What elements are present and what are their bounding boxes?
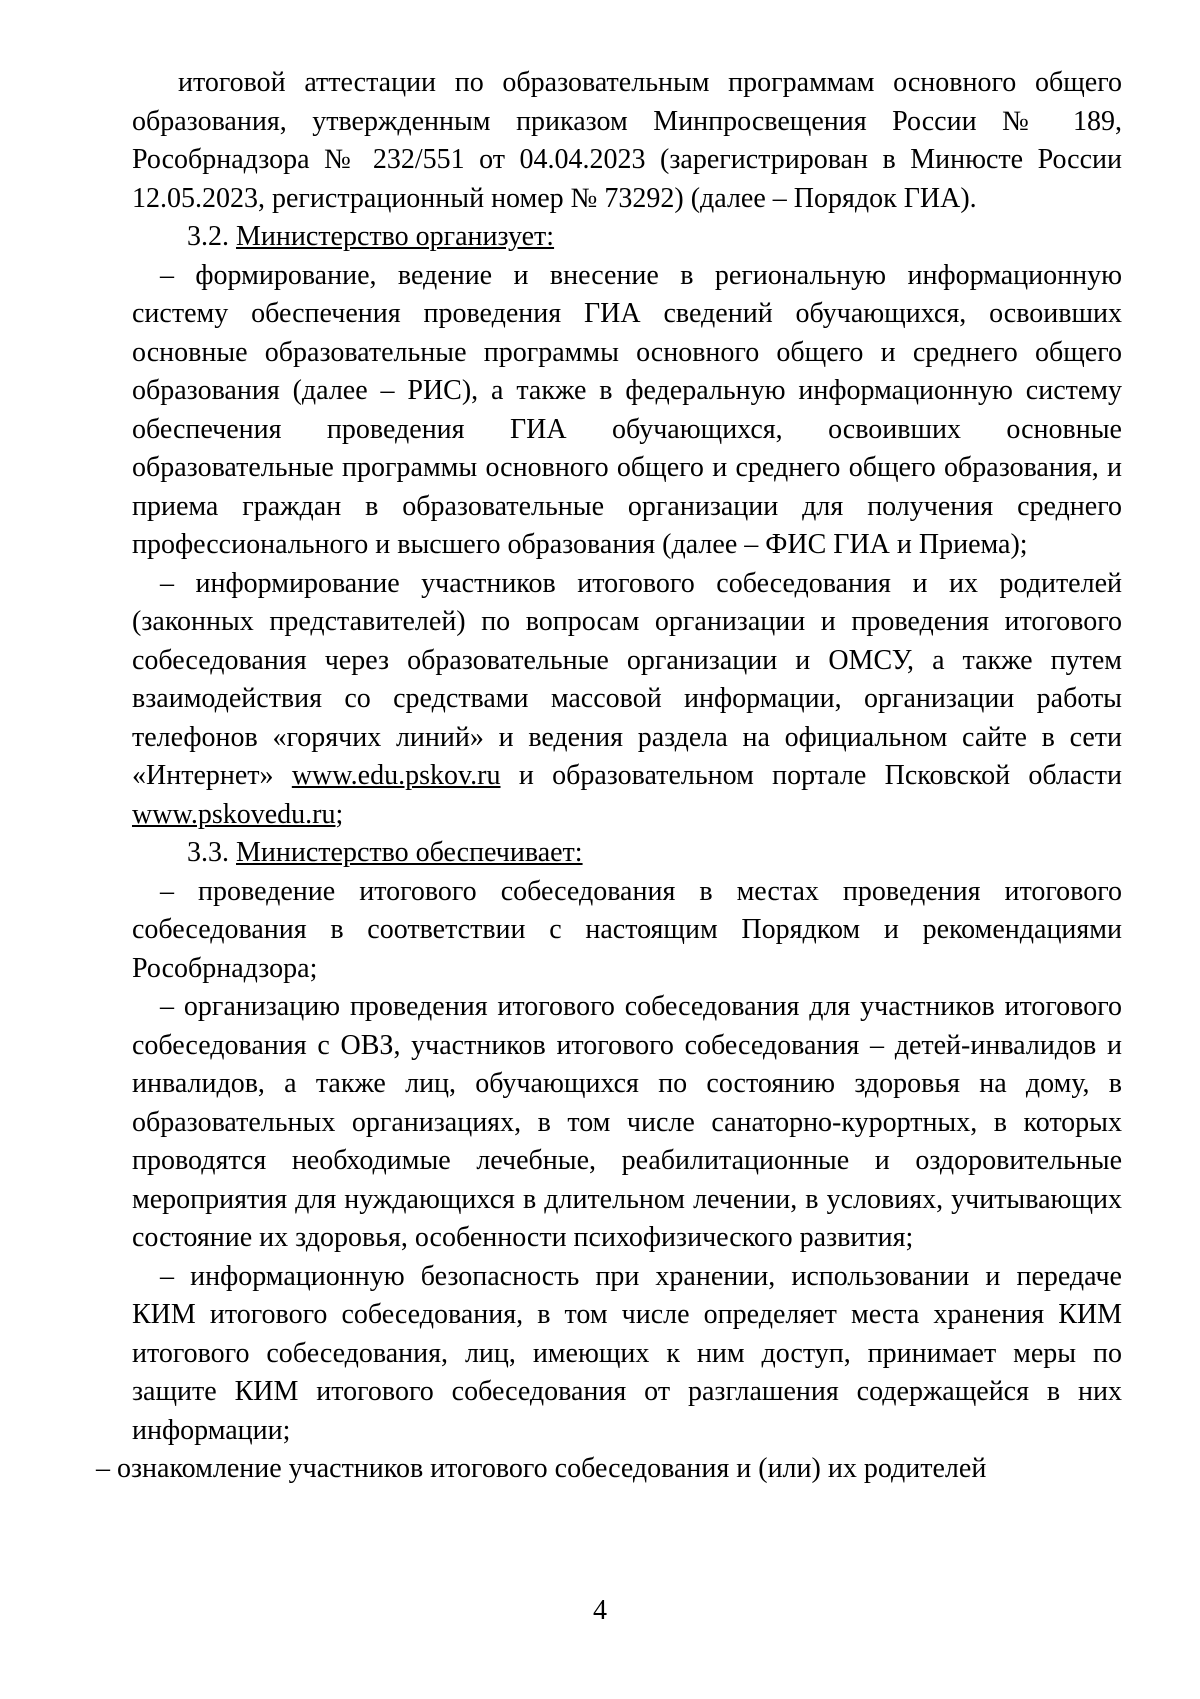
list-item: – формирование, ведение и внесение в региональную информационную систему обеспечения проведения ГИА сведений обучающихся, освоивших основные образовательные программы основного общего и среднего общего образования (далее – РИС), а также в федеральную информационную систему обеспечения проведения ГИА обучающихся, освоивших основные образовательные программы основного общего и среднего общего образования, и приема граждан в образовательные организации для получения среднего профессионального и высшего образования (далее – ФИС ГИА и Приема); bbox=[132, 259, 1122, 560]
pskovedu-link[interactable]: www.pskovedu.ru bbox=[132, 798, 336, 830]
list-item: – ознакомление участников итогового собеседования и (или) их родителей bbox=[96, 1453, 987, 1484]
section-number: 3.2. bbox=[187, 221, 229, 252]
section-title: Министерство организует: bbox=[236, 221, 555, 252]
edu-pskov-link[interactable]: www.edu.pskov.ru bbox=[291, 760, 501, 791]
section-title: Министерство обеспечивает: bbox=[236, 837, 583, 868]
list-item-punctuation: ; bbox=[335, 798, 344, 830]
section-3-3-heading bbox=[132, 834, 1122, 873]
list-item bbox=[132, 565, 1122, 835]
list-item: – информационную безопасность при хранении, использовании и передаче КИМ итогового собеседования, в том числе определяет места хранения КИМ итогового собеседования, лиц, имеющих к ним доступ, принимает меры по защите КИМ итогового собеседования от разглашения содержащейся в них информации; bbox=[132, 1260, 1122, 1446]
list-item-text: – информирование участников итогового собеседования и их родителей (законных представителей) по вопросам организации и проведения итогового собеседования через образовательные организации и ОМСУ, а также путем взаимодействия со средствами массовой информации, организации работы телефонов «горячих линий» и ведения раздела на официальном сайте в сети «Интернет» bbox=[132, 567, 1122, 791]
paragraph-continuation: итоговой аттестации по образовательным программам основного общего образования, утвержденным приказом Минпросвещения России № 189, Рособрнадзора № 232/551 от 04.04.2023 (зарегистрирован в Минюсте России 12.05.2023, регистрационный номер № 73292) (далее – Порядок ГИА). bbox=[132, 67, 1122, 214]
list-item-text: и образовательном портале Псковской области bbox=[518, 760, 1123, 791]
list-item: – организацию проведения итогового собеседования для участников итогового собеседования с ОВЗ, участников итогового собеседования – детей-инвалидов и инвалидов, а также лиц, обучающихся по состоянию здоровья на дому, в образовательных организациях, в том числе санаторно-курортных, в которых проводятся необходимые лечебные, реабилитационные и оздоровительные мероприятия для нуждающихся в длительном лечении, в условиях, учитывающих состояние их здоровья, особенности психофизического развития; bbox=[132, 991, 1122, 1253]
section-number: 3.3. bbox=[187, 837, 229, 868]
document-body bbox=[96, 64, 1123, 1489]
section-3-2-heading bbox=[132, 218, 1122, 257]
page-number: 4 bbox=[593, 1595, 607, 1626]
list-item: – проведение итогового собеседования в местах проведения итогового собеседования в соответствии с настоящим Порядком и рекомендациями Рособрнадзора; bbox=[132, 875, 1122, 984]
